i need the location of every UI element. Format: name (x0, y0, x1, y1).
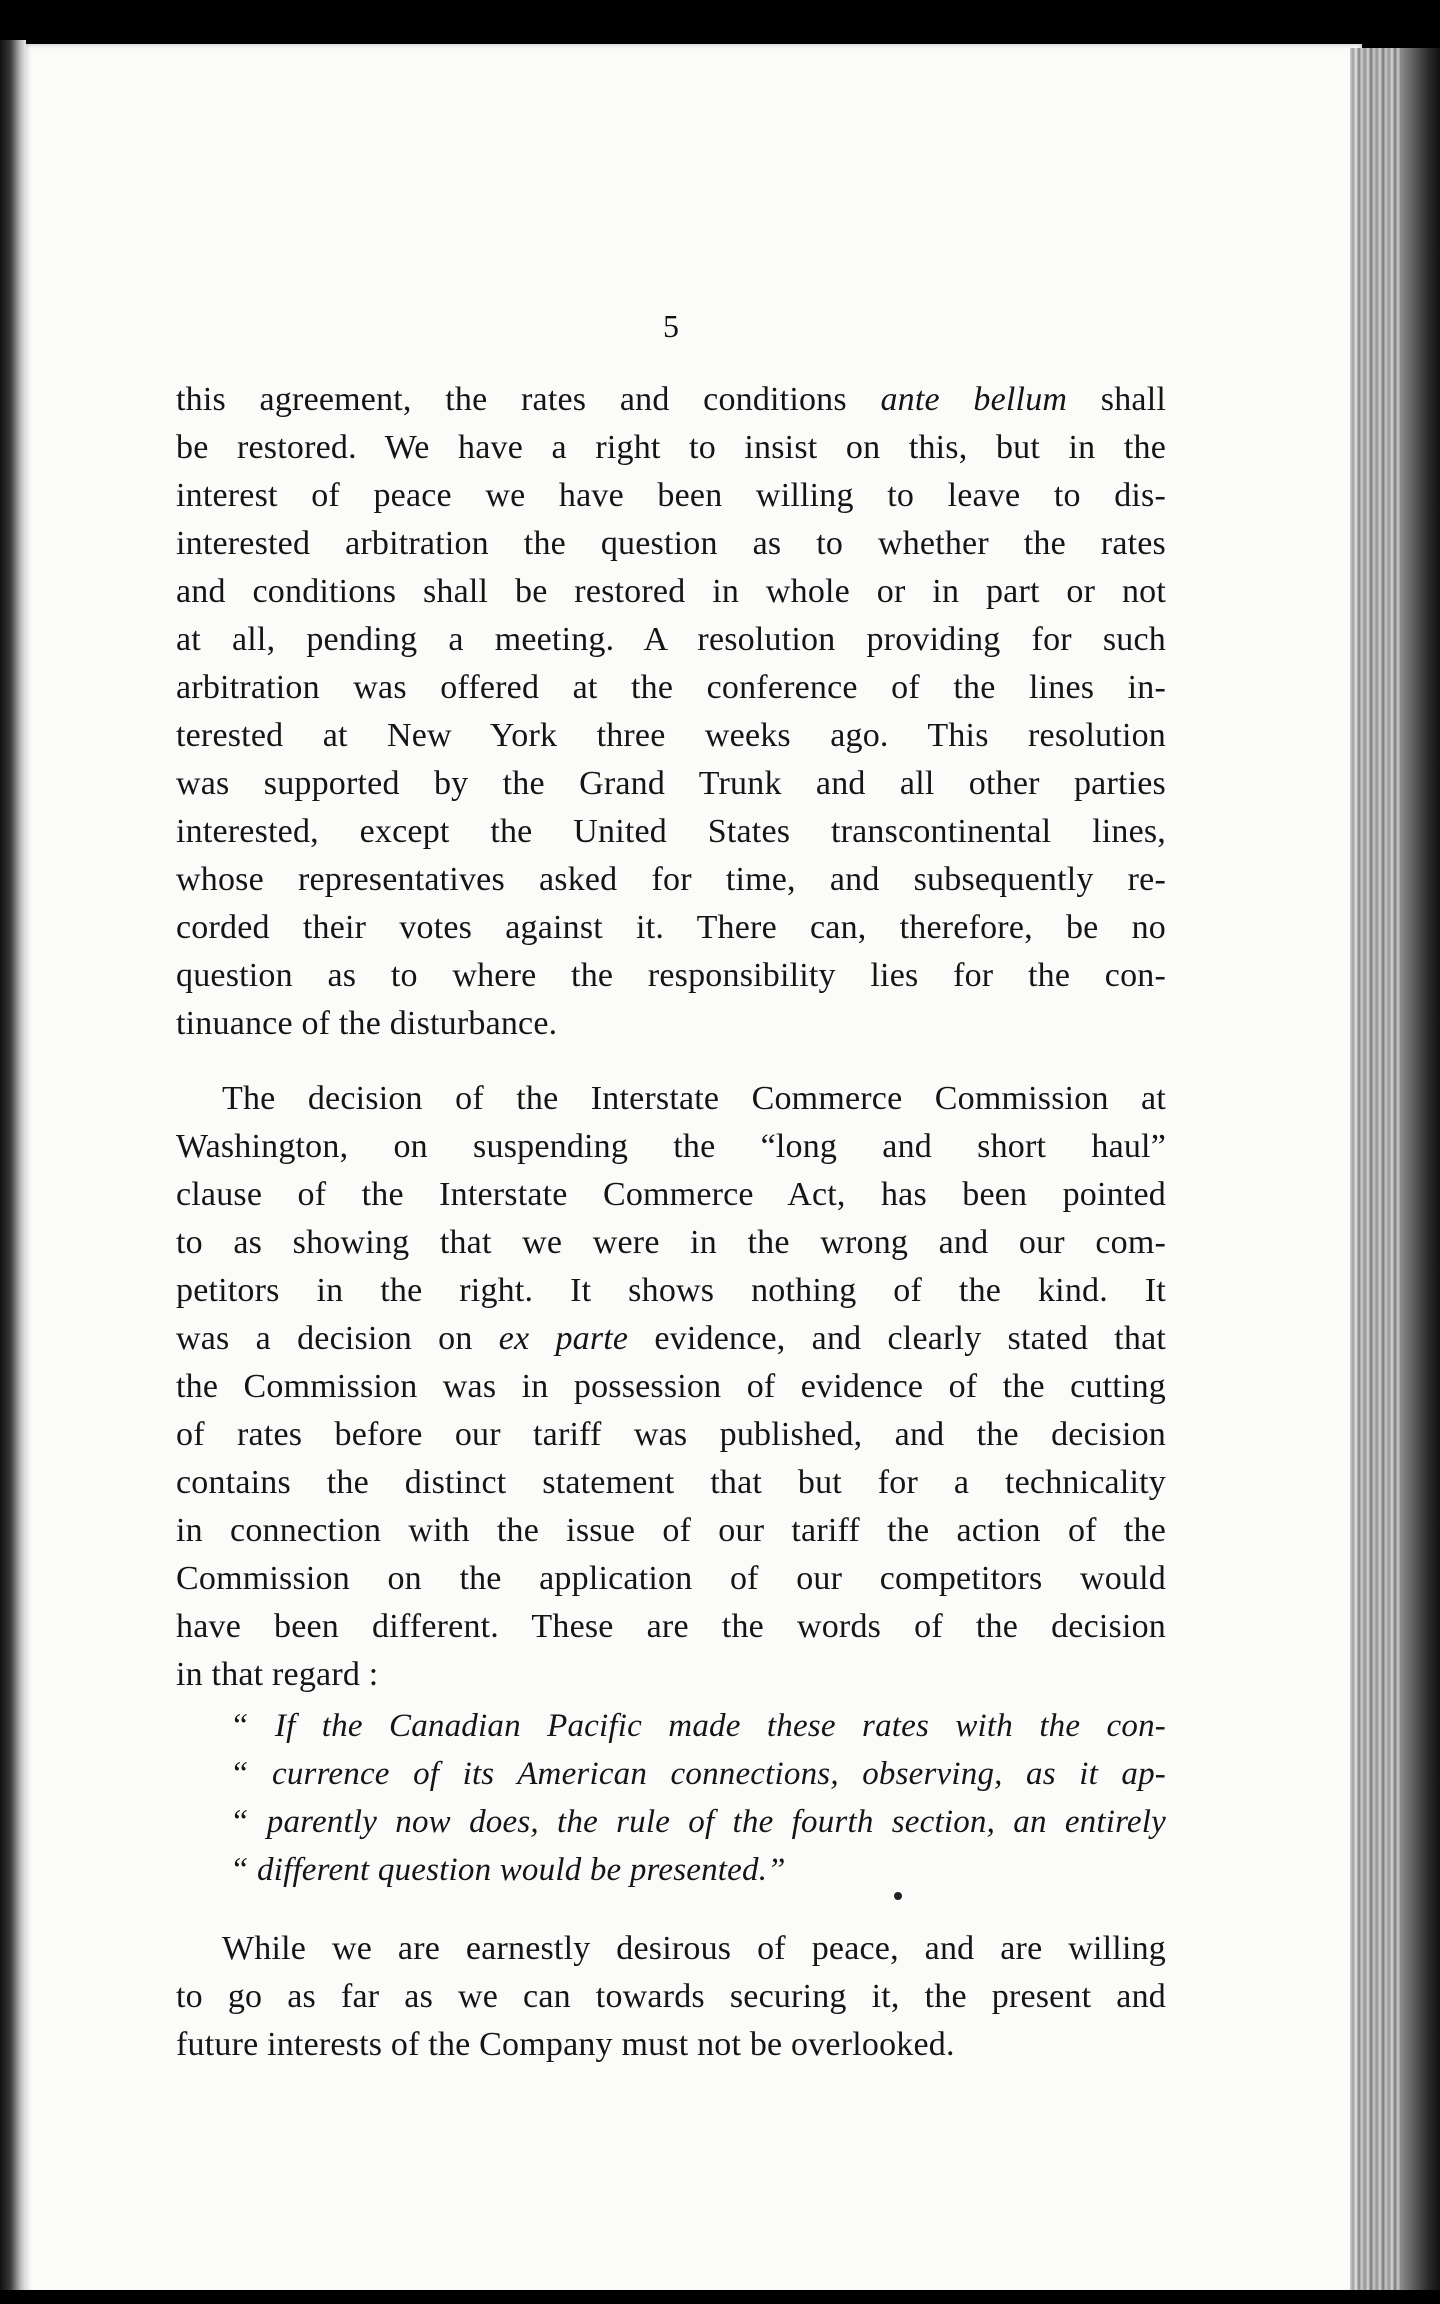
text-segment: clause of the Interstate Commerce Act, has been pointed (176, 1176, 1166, 1213)
text-line (176, 424, 1166, 472)
text-segment: at all, pending a meeting. A resolution providing for such (176, 621, 1166, 658)
text-line (176, 1603, 1166, 1651)
left-page-edge (0, 40, 26, 2304)
text-segment: tinuance of the disturbance. (176, 1005, 558, 1042)
text-line (176, 1267, 1166, 1315)
text-line (176, 1219, 1166, 1267)
text-segment: be restored. We have a right to insist on this, but in the (176, 429, 1166, 466)
text-segment: to go as far as we can towards securing it, the present and (176, 1978, 1166, 2015)
text-line (176, 1925, 1166, 1973)
text-segment: terested at New York three weeks ago. This resolution (176, 717, 1166, 754)
text-segment: evidence, and clearly stated that (628, 1320, 1167, 1357)
text-segment: this agreement, the rates and conditions (176, 381, 881, 418)
text-line (176, 616, 1166, 664)
text-line (176, 520, 1166, 568)
text-line (176, 808, 1166, 856)
text-line (176, 952, 1166, 1000)
text-segment: whose representatives asked for time, and subsequently re- (176, 861, 1166, 898)
text-segment: in that regard : (176, 1656, 379, 1693)
text-segment: petitors in the right. It shows nothing of the kind. It (176, 1272, 1166, 1309)
italic-phrase: ante bellum (880, 381, 1068, 418)
text-line (176, 1075, 1166, 1123)
text-segment: interest of peace we have been willing to leave to dis- (176, 477, 1166, 514)
text-line (176, 1123, 1166, 1171)
text-segment: the Commission was in possession of evidence of the cutting (176, 1368, 1166, 1405)
paragraph-1 (176, 376, 1166, 1048)
text-line (176, 904, 1166, 952)
italic-phrase: ex parte (498, 1320, 629, 1357)
text-line (176, 760, 1166, 808)
text-segment: arbitration was offered at the conference of the lines in- (176, 669, 1166, 706)
paragraph-2 (176, 1075, 1166, 1699)
quotation-line: “ currence of its American connections, observing, as it ap- (230, 1756, 1166, 1792)
text-segment: of rates before our tariff was published, and the decision (176, 1416, 1166, 1453)
text-segment: Commission on the application of our competitors would (176, 1560, 1166, 1597)
quotation-line: “ different question would be presented.” (230, 1852, 786, 1888)
text-line (176, 1651, 1166, 1699)
text-line (176, 1973, 1166, 2021)
text-line (176, 568, 1166, 616)
text-segment: future interests of the Company must not be overlooked. (176, 2026, 955, 2063)
text-segment: Washington, on suspending the “long and short haul” (176, 1128, 1166, 1165)
ink-spot (894, 1892, 902, 1900)
text-line (176, 472, 1166, 520)
text-line (176, 1000, 1166, 1048)
text-segment: contains the distinct statement that but for a technicality (176, 1464, 1166, 1501)
text-segment: corded their votes against it. There can, therefore, be no (176, 909, 1166, 946)
text-segment: The decision of the Interstate Commerce Commission at (222, 1080, 1166, 1117)
paragraph-3 (176, 1925, 1166, 2069)
scan-bottom-border (0, 2290, 1440, 2304)
block-quotation (230, 1702, 1166, 1894)
book-spine-shadow (1400, 48, 1440, 2304)
text-segment: was a decision on (176, 1320, 499, 1357)
quotation-line: “ parently now does, the rule of the fourth section, an entirely (230, 1804, 1166, 1840)
text-segment: shall (1067, 381, 1166, 418)
text-line (176, 1171, 1166, 1219)
text-segment: question as to where the responsibility lies for the con- (176, 957, 1166, 994)
text-line (176, 1555, 1166, 1603)
text-line (176, 1315, 1166, 1363)
page-number: 5 (663, 308, 679, 344)
text-segment: While we are earnestly desirous of peace, and are willing (222, 1930, 1166, 1967)
text-segment: was supported by the Grand Trunk and all other parties (176, 765, 1166, 802)
scan-top-border (0, 0, 1440, 46)
text-segment: and conditions shall be restored in whole or in part or not (176, 573, 1166, 610)
text-line (176, 1363, 1166, 1411)
text-line (176, 664, 1166, 712)
text-segment: interested arbitration the question as to whether the rates (176, 525, 1166, 562)
text-line (176, 856, 1166, 904)
quotation-line: “ If the Canadian Pacific made these rates with the con- (230, 1708, 1166, 1744)
text-segment: interested, except the United States transcontinental lines, (176, 813, 1166, 850)
text-segment: in connection with the issue of our tariff the action of the (176, 1512, 1166, 1549)
text-line (176, 1459, 1166, 1507)
text-segment: have been different. These are the words of the decision (176, 1608, 1166, 1645)
text-line (176, 1411, 1166, 1459)
text-line (176, 376, 1166, 424)
text-segment: to as showing that we were in the wrong and our com- (176, 1224, 1166, 1261)
text-line (176, 712, 1166, 760)
text-line (176, 2021, 1166, 2069)
text-line (176, 1507, 1166, 1555)
